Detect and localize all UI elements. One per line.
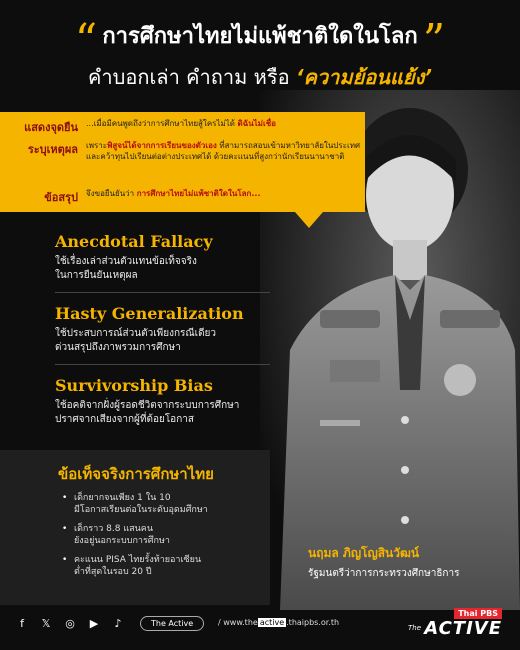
subtitle-highlight: ‘ความย้อนแย้ง’ [295,65,432,89]
social-links [16,616,216,631]
fallacy-item [0,232,270,283]
subtitle-plain: คำบอกเล่า คำถาม หรือ [88,65,290,89]
fact-line: • เด็กยากจนเพียง 1 ใน 10 [74,493,171,503]
argument-text [78,118,365,136]
argument-text-part: จึงขอยืนยันว่า [86,189,137,198]
x-icon[interactable]: 𝕏 [41,617,51,630]
website-url[interactable] [218,618,339,627]
list-item [62,492,262,516]
logo-the: The [408,624,422,632]
handle-pill[interactable]: The Active [140,616,204,631]
the-active-logo [402,608,502,646]
argument-text-bold: การศึกษาไทยไม่แพ้ชาติใดในโลก... [136,189,261,198]
facts-heading: ข้อเท็จจริงการศึกษาไทย [58,465,214,483]
fallacy-desc: ใช้อคติจากฝั่งผู้รอดชีวิตจากระบบการศึกษา [55,400,240,411]
fact-line: • เด็กราว 8.8 แสนคน [74,524,153,534]
fallacy-item [0,376,270,427]
facebook-icon[interactable]: f [20,617,24,630]
fallacy-title: Anecdotal Fallacy [55,232,213,251]
headline-title: การศึกษาไทยไม่แพ้ชาติใดในโลก [102,24,418,49]
argument-text [78,140,365,162]
fallacy-desc: ใช้เรื่องเล่าส่วนตัวแทนข้อเท็จจริง [55,256,197,267]
person-name: นฤมล ภิญโญสินวัฒน์ [308,546,420,560]
fallacy-item [0,304,270,355]
argument-row-stance [0,118,365,136]
facts-panel [0,450,270,605]
footer [0,608,520,650]
divider [55,364,270,365]
logo-active: ACTIVE [424,618,502,639]
url-highlight: active [259,618,285,627]
argument-text-part: เพราะ [86,141,108,150]
url-part: / www.the [218,618,258,627]
fallacy-desc: ด่วนสรุปถึงภาพรวมการศึกษา [55,342,181,353]
fact-line: มีโอกาสเรียนต่อในระดับอุดมศึกษา [74,505,208,515]
tiktok-icon[interactable]: ♪ [114,617,122,630]
fallacy-desc: ปราศจากเสียงจากผู้ที่ด้อยโอกาส [55,414,194,425]
argument-label: ข้อสรุป [44,191,78,204]
facts-list [62,492,262,585]
argument-row-conclusion [0,188,365,206]
photo-caption [308,544,518,581]
instagram-icon[interactable]: ◎ [65,617,75,630]
argument-text-bold: พิสูจน์ได้จากการเรียนของตัวเอง [107,141,217,150]
headline [0,15,520,93]
fallacy-desc: ใช้ประสบการณ์ส่วนตัวเพียงกรณีเดียว [55,328,217,339]
fallacy-title: Hasty Generalization [55,304,244,323]
url-part: .thaipbs.or.th [286,618,340,627]
open-quote: “ [74,15,98,66]
youtube-icon[interactable]: ▶ [89,617,99,630]
argument-text-part: ...เมื่อมีคนพูดถึงว่าการศึกษาไทยสู้ใครไม่ได้ [86,119,238,128]
fact-line: ต่ำที่สุดในรอบ 20 ปี [74,567,152,577]
argument-text [78,188,365,206]
fact-line: ยังอยู่นอกระบบการศึกษา [74,536,170,546]
divider [55,292,270,293]
argument-row-reason [0,140,365,162]
argument-text-part: ที่สามารถสอบเข้ามหาวิทยาลัยในประเทศและคว้าทุนไปเรียนต่อต่างประเทศได้ ด้วยคะแนนที่สูงกว่านักเรียนนานาชาติ [86,141,361,161]
argument-box [0,112,365,212]
fallacy-title: Survivorship Bias [55,376,213,395]
person-role: รัฐมนตรีว่าการกระทรวงศึกษาธิการ [308,568,460,579]
close-quote: ” [422,15,446,66]
list-item [62,554,262,578]
speech-bubble-tail [295,212,323,228]
list-item [62,523,262,547]
fact-line: • คะแนน PISA ไทยรั้งท้ายอาเซียน [74,555,202,565]
fallacy-desc: ในการยืนยันเหตุผล [55,270,138,281]
argument-label: ระบุเหตุผล [27,143,78,156]
argument-label: แสดงจุดยืน [24,121,78,134]
argument-text-bold: ดิฉันไม่เชื่อ [237,119,276,128]
thaipbs-badge: Thai PBS [454,608,502,619]
